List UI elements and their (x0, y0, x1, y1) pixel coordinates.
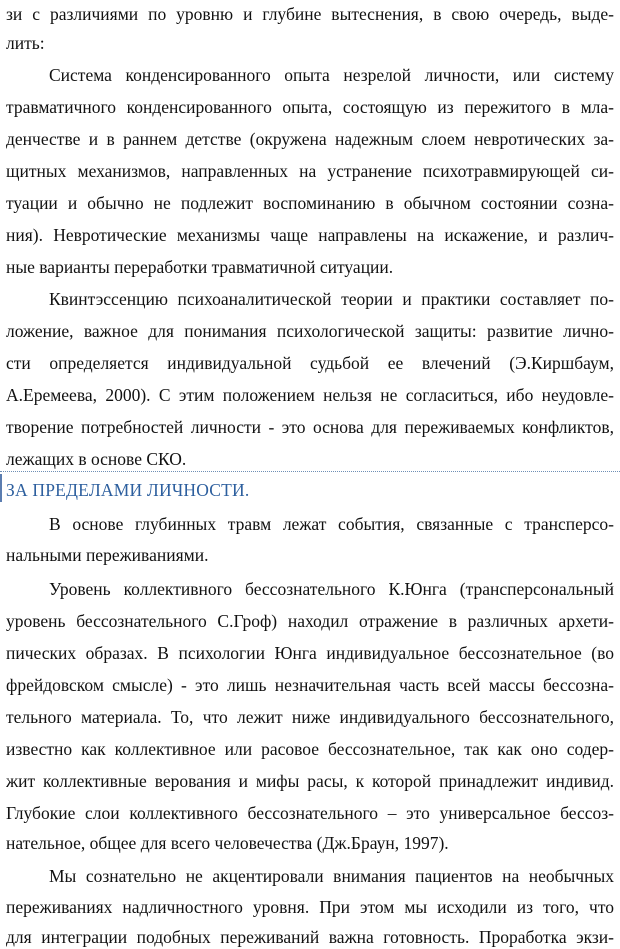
text-line: В основе глубинных травм лежат события, связанные с трансперсо- (49, 514, 614, 534)
text-line: нательное, общее для всего человечества (Дж.Браун, 1997). (6, 833, 449, 853)
section-heading: ЗА ПРЕДЕЛАМИ ЛИЧНОСТИ. (6, 480, 250, 500)
text-line: жит коллективные верования и мифы расы, к которой принадлежит индивид. (6, 771, 614, 791)
text-line: уровень бессознательного С.Гроф) находил отражение в различных архети- (6, 611, 614, 631)
text-line: Глубокие слои коллективного бессознательного – это универсальное бессоз- (6, 803, 614, 823)
text-line: Квинтэссенцию психоаналитической теории и практики составляет по- (49, 289, 614, 309)
text-line: лежащих в основе СКО. (6, 449, 187, 469)
text-line: лить: (6, 33, 45, 53)
text-line: зи с различиями по уровню и глубине вытеснения, в свою очередь, выде- (6, 4, 614, 24)
text-line: травматичного конденсированного опыта, состоящую из пережитого в мла- (6, 97, 614, 117)
text-line: фрейдовском смысле) - это лишь незначительная часть всей массы бессозна- (6, 675, 614, 695)
text-line: Мы сознательно не акцентировали внимания пациентов на необычных (49, 866, 614, 886)
text-line: А.Еремеева, 2000). С этим положением нельзя не согласиться, ибо неудовле- (6, 385, 614, 405)
text-line: для интеграции подобных переживаний важна готовность. Проработка экзи- (6, 927, 614, 947)
text-line: ные варианты переработки травматичной ситуации. (6, 257, 394, 277)
text-line: щитных механизмов, направленных на устранение психотравмирующей си- (6, 161, 614, 181)
text-line: Уровень коллективного бессознательного К.Юнга (трансперсональный (49, 579, 614, 599)
text-line: ложение, важное для понимания психологической защиты: развитие лично- (6, 321, 614, 341)
text-line: нальными переживаниями. (6, 545, 209, 565)
text-line: переживаниях надличностного уровня. При этом мы исходили из того, что (6, 897, 614, 917)
text-line: пических образах. В психологии Юнга индивидуальное бессознательное (во (6, 643, 614, 663)
text-line: туации и обычно не подлежит воспоминанию в обычном состоянии созна- (6, 193, 614, 213)
section-heading-block (0, 471, 620, 506)
text-line: ния). Невротические механизмы чаще направлены на искажение, и различ- (6, 225, 614, 245)
text-line: денчестве и в раннем детстве (окружена надежным слоем невротических за- (6, 129, 614, 149)
text-line: Система конденсированного опыта незрелой личности, или систему (49, 65, 614, 85)
text-line: сти определяется индивидуальной судьбой ее влечений (Э.Киршбаум, (6, 353, 614, 373)
text-line: тельного материала. То, что лежит ниже индивидуального бессознательного, (6, 707, 614, 727)
text-line: известно как коллективное или расовое бессознательное, так как оно содер- (6, 739, 614, 759)
text-line: творение потребностей личности - это основа для переживаемых конфликтов, (6, 417, 614, 437)
heading-marker (0, 474, 2, 502)
